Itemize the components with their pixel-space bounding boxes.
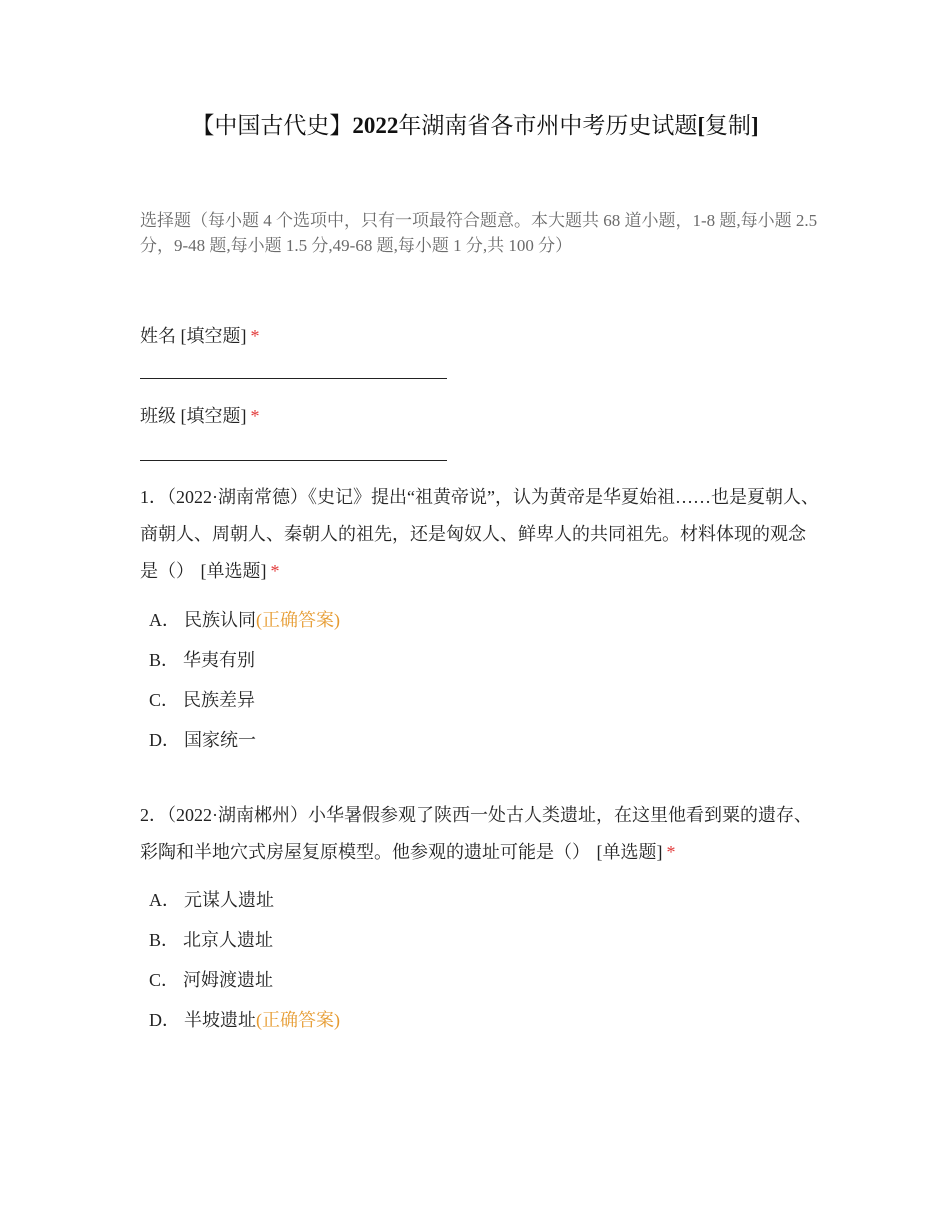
field-type-tag: [填空题] bbox=[180, 406, 247, 426]
class-input-line[interactable] bbox=[140, 460, 447, 461]
name-input-line[interactable] bbox=[140, 378, 447, 379]
option-text: 民族差异 bbox=[183, 690, 256, 710]
question-type-tag: [单选题] bbox=[596, 842, 663, 862]
option-text: 北京人遗址 bbox=[183, 930, 274, 950]
option-letter: B． bbox=[149, 650, 180, 670]
option-letter: D． bbox=[149, 730, 180, 750]
field-label-text: 姓名 bbox=[140, 326, 176, 346]
option-text: 元谋人遗址 bbox=[184, 890, 274, 910]
required-asterisk: * bbox=[250, 406, 260, 426]
name-field-label bbox=[140, 323, 260, 349]
option-text: 河姆渡遗址 bbox=[183, 970, 274, 990]
q1-option-b[interactable] bbox=[149, 647, 255, 673]
title-part-1: 【中国古代史】 bbox=[191, 113, 353, 138]
option-letter: C． bbox=[149, 970, 180, 990]
question-text: （2022·湖南常德）《史记》提出“祖黄帝说”，认为黄帝是华夏始祖……也是夏朝人、商朝人、周朝人、秦朝人的祖先，还是匈奴人、鲜卑人的共同祖先。材料体现的观念是（） bbox=[140, 487, 819, 581]
q1-option-d[interactable] bbox=[149, 727, 256, 753]
option-letter: A． bbox=[149, 890, 180, 910]
correct-answer-mark: (正确答案) bbox=[256, 610, 340, 630]
question-text: （2022·湖南郴州）小华暑假参观了陕西一处古人类遗址，在这里他看到粟的遗存、彩陶和半地穴式房屋复原模型。他参观的遗址可能是（） bbox=[140, 805, 812, 862]
correct-answer-mark: (正确答案) bbox=[256, 1010, 340, 1030]
title-bracket-open: [ bbox=[697, 113, 705, 138]
option-letter: A． bbox=[149, 610, 180, 630]
option-text: 半坡遗址 bbox=[184, 1010, 256, 1030]
option-letter: B． bbox=[149, 930, 180, 950]
option-letter: C． bbox=[149, 690, 180, 710]
option-text: 国家统一 bbox=[184, 730, 256, 750]
section-description: 选择题（每小题 4 个选项中，只有一项最符合题意。本大题共 68 道小题，1-8 题,每小题 2.5 分，9-48 题,每小题 1.5 分,49-68 题,每小题 1 分,共 100 分） bbox=[140, 211, 818, 255]
option-text: 华夷有别 bbox=[183, 650, 256, 670]
class-field-label bbox=[140, 403, 260, 429]
option-text: 民族认同 bbox=[184, 610, 256, 630]
question-number: 2． bbox=[140, 805, 167, 825]
question-type-tag: [单选题] bbox=[200, 561, 267, 581]
page-title bbox=[0, 110, 950, 142]
question-number: 1． bbox=[140, 487, 167, 507]
q1-option-a[interactable] bbox=[149, 607, 340, 633]
q2-option-c[interactable] bbox=[149, 967, 273, 993]
q2-option-a[interactable] bbox=[149, 887, 274, 913]
required-asterisk: * bbox=[250, 326, 260, 346]
question-2 bbox=[140, 797, 820, 871]
field-type-tag: [填空题] bbox=[180, 326, 247, 346]
title-bracket-close: ] bbox=[751, 113, 759, 138]
option-letter: D． bbox=[149, 1010, 180, 1030]
q2-option-d[interactable] bbox=[149, 1007, 340, 1033]
title-year: 2022 bbox=[352, 113, 399, 138]
q1-option-c[interactable] bbox=[149, 687, 255, 713]
q2-option-b[interactable] bbox=[149, 927, 273, 953]
question-1 bbox=[140, 479, 820, 590]
required-asterisk: * bbox=[270, 561, 280, 581]
field-label-text: 班级 bbox=[140, 406, 176, 426]
title-copy-label: 复制 bbox=[705, 113, 751, 138]
title-part-3: 年湖南省各市州中考历史试题 bbox=[398, 113, 698, 138]
required-asterisk: * bbox=[666, 842, 676, 862]
